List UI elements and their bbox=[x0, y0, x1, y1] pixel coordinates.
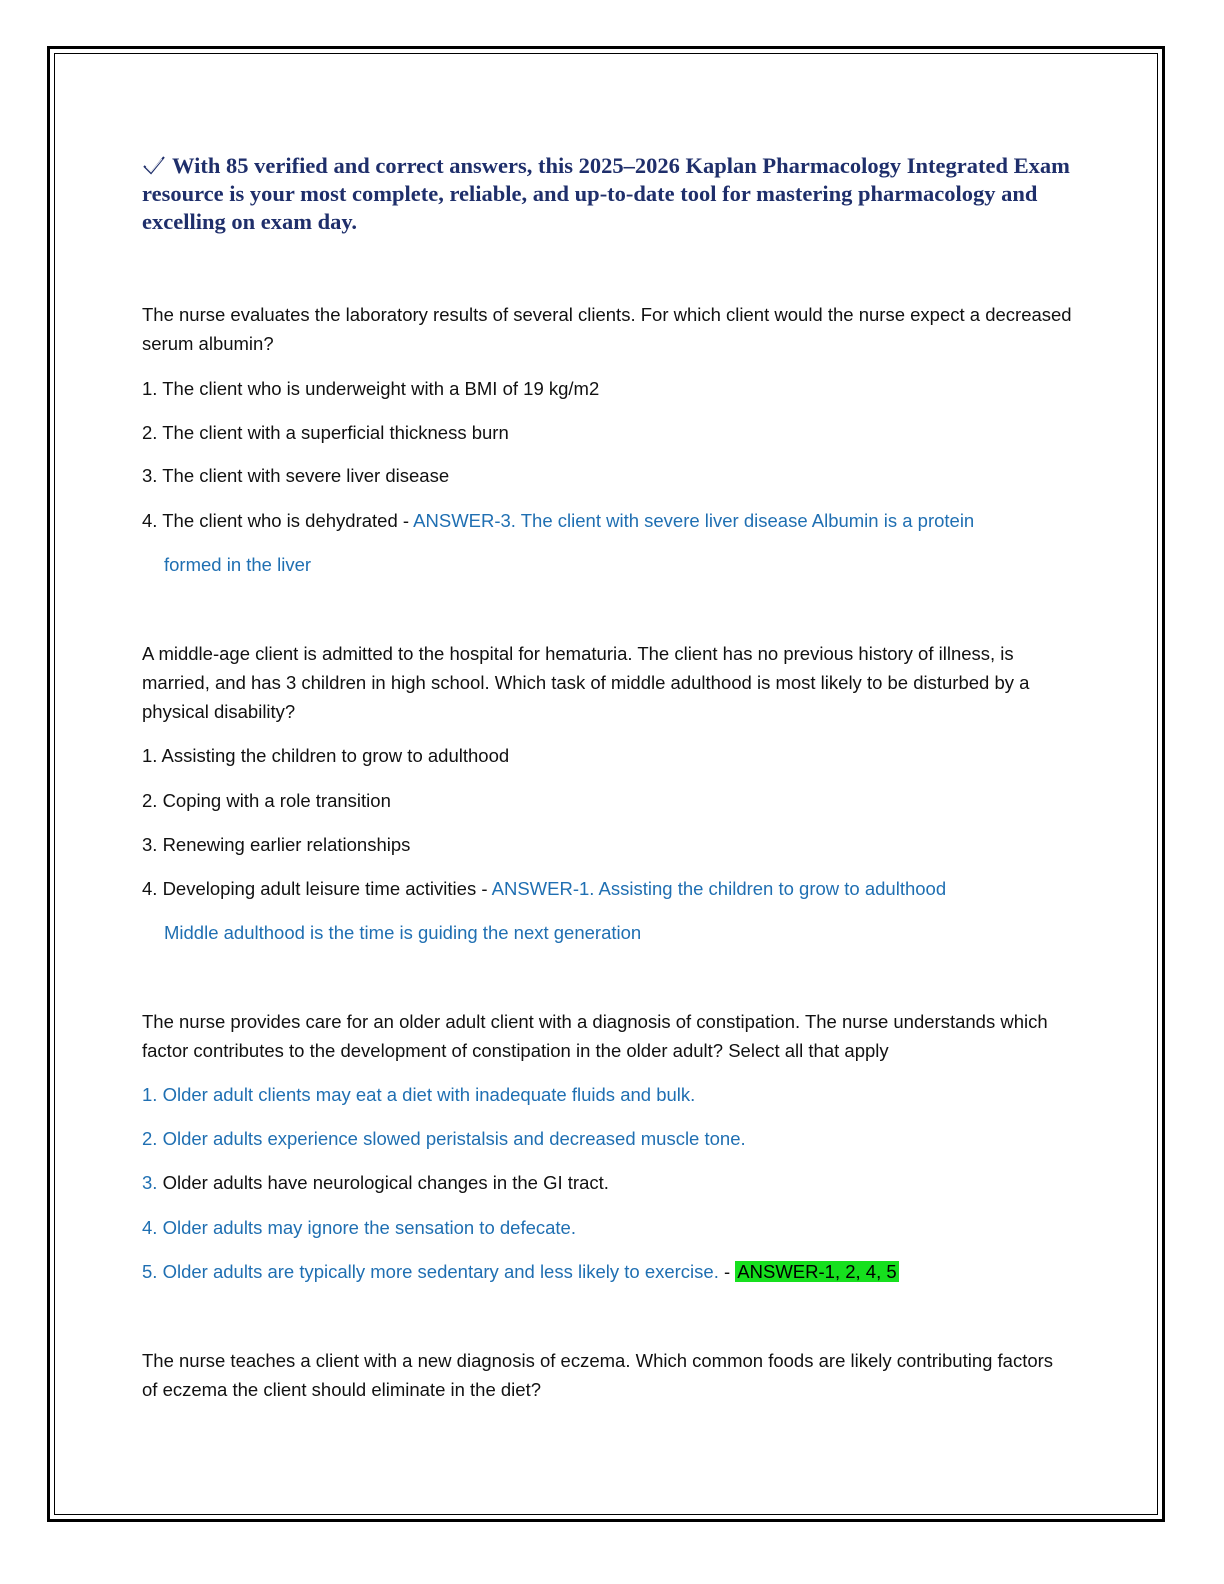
question-3-option-2: 2. Older adults experience slowed peristalsis and decreased muscle tone. bbox=[142, 1128, 746, 1149]
question-2-answer: ANSWER-1. Assisting the children to grow to adulthood bbox=[491, 878, 947, 899]
question-1-option-4: 4. The client who is dehydrated - bbox=[142, 510, 414, 531]
question-3-option-3-line bbox=[142, 1168, 609, 1197]
question-2-option-2: 2. Coping with a role transition bbox=[142, 790, 391, 811]
question-3-option-3: Older adults have neurological changes in the GI tract. bbox=[157, 1172, 609, 1193]
question-3-option-3-number: 3. bbox=[142, 1172, 158, 1193]
question-3-option-5: 5. Older adults are typically more sedentary and less likely to exercise. bbox=[142, 1261, 719, 1282]
answer-separator: - bbox=[718, 1261, 736, 1282]
page-border-inner bbox=[54, 53, 1158, 1515]
question-2-option-1: 1. Assisting the children to grow to adulthood bbox=[142, 745, 510, 766]
question-2-option-4: 4. Developing adult leisure time activities - bbox=[142, 878, 492, 899]
check-mark-icon bbox=[142, 154, 166, 174]
question-1-option-3: 3. The client with severe liver disease bbox=[142, 465, 450, 486]
question-3-option-4: 4. Older adults may ignore the sensation to defecate. bbox=[142, 1217, 576, 1238]
question-3-stem: The nurse provides care for an older adult client with a diagnosis of constipation. The nurse understands which factor contributes to the development of constipation in the older adult? Select all that apply bbox=[142, 1011, 1048, 1061]
question-3-answer: ANSWER-1, 2, 4, 5 bbox=[737, 1261, 897, 1282]
question-1-option-4-line bbox=[142, 506, 974, 535]
question-3-option-1: 1. Older adult clients may eat a diet with inadequate fluids and bulk. bbox=[142, 1084, 696, 1105]
question-2-stem: A middle-age client is admitted to the hospital for hematuria. The client has no previous history of illness, is married, and has 3 children in high school. Which task of middle adulthood is most likely to be disturbed by a physical disability? bbox=[142, 643, 1030, 722]
question-1-answer-continued: formed in the liver bbox=[164, 554, 312, 575]
question-4-stem: The nurse teaches a client with a new diagnosis of eczema. Which common foods are likely contributing factors of eczema the client should eliminate in the diet? bbox=[142, 1350, 1054, 1400]
question-1-stem: The nurse evaluates the laboratory results of several clients. For which client would the nurse expect a decreased serum albumin? bbox=[142, 304, 1072, 354]
question-1-option-1: 1. The client who is underweight with a BMI of 19 kg/m2 bbox=[142, 378, 600, 399]
document-heading bbox=[142, 152, 1082, 236]
question-1-option-2: 2. The client with a superficial thickness burn bbox=[142, 422, 509, 443]
question-1-answer: ANSWER-3. The client with severe liver disease Albumin is a protein bbox=[413, 510, 975, 531]
heading-text: With 85 verified and correct answers, this 2025–2026 Kaplan Pharmacology Integrated Exam resource is your most complete, reliable, and up-to-date tool for mastering pharmacology and excelling on exam day. bbox=[142, 153, 1070, 234]
question-2-option-3: 3. Renewing earlier relationships bbox=[142, 834, 411, 855]
question-3-option-5-line bbox=[142, 1257, 899, 1286]
question-2-answer-continued: Middle adulthood is the time is guiding the next generation bbox=[164, 922, 642, 943]
question-2-option-4-line bbox=[142, 874, 946, 903]
